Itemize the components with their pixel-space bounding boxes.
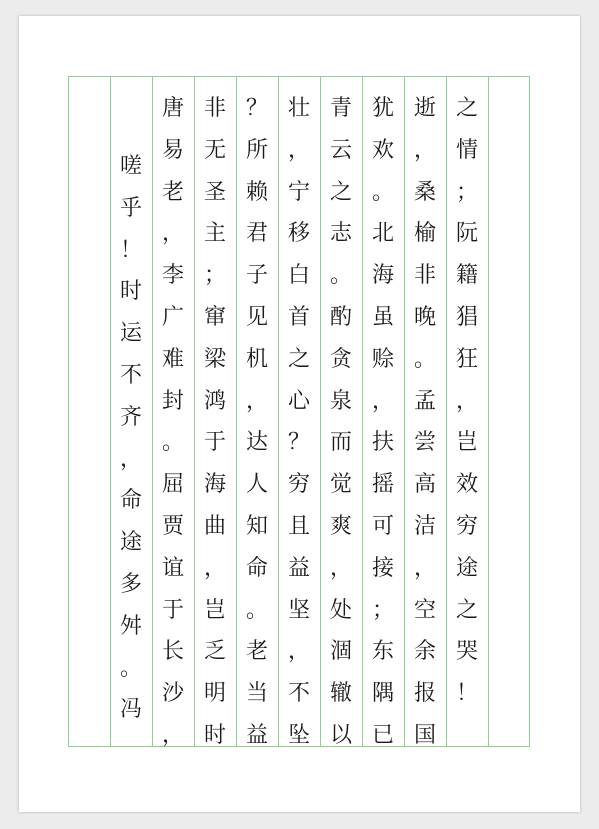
- character: 时: [203, 722, 226, 748]
- character: 时: [119, 279, 142, 305]
- character: ，: [329, 555, 352, 581]
- character: 广: [161, 304, 184, 330]
- character: 命: [245, 555, 268, 581]
- character: 。: [161, 430, 184, 456]
- character: 移: [287, 221, 310, 247]
- character: 命: [119, 488, 142, 514]
- character: 达: [245, 430, 268, 456]
- character: ！: [119, 237, 142, 263]
- text-column: [320, 88, 362, 757]
- character: 。: [245, 597, 268, 623]
- character: 青: [329, 96, 352, 121]
- character: 海: [203, 472, 226, 498]
- character: 尝: [413, 430, 436, 456]
- character: 当: [245, 681, 268, 707]
- character: 欢: [371, 137, 394, 163]
- character: ？: [287, 430, 310, 456]
- character: 贾: [161, 513, 184, 539]
- grid-line: [488, 76, 489, 747]
- character: ，: [413, 137, 436, 163]
- character: 之: [287, 346, 310, 372]
- character: 。: [329, 263, 352, 289]
- character: 李: [161, 263, 184, 289]
- character: ，: [287, 137, 310, 163]
- character: 海: [371, 263, 394, 289]
- character: 运: [119, 321, 142, 347]
- character: ；: [203, 263, 226, 289]
- character: 沙: [161, 681, 184, 707]
- character: 已: [371, 722, 394, 748]
- character: 见: [245, 304, 268, 330]
- character: 逝: [413, 96, 436, 121]
- character: 岂: [203, 597, 226, 623]
- character: 封: [161, 388, 184, 414]
- character: 籍: [455, 263, 478, 289]
- character: 屈: [161, 472, 184, 498]
- text-column: [278, 88, 320, 757]
- character: 不: [287, 681, 310, 707]
- character: 高: [413, 472, 436, 498]
- character: 泉: [329, 388, 352, 414]
- character: 穷: [287, 472, 310, 498]
- character: 无: [203, 137, 226, 163]
- character: 赖: [245, 179, 268, 205]
- character: 赊: [371, 346, 394, 372]
- character: ！: [455, 681, 478, 707]
- character: 可: [371, 513, 394, 539]
- character: 知: [245, 513, 268, 539]
- character: 鸿: [203, 388, 226, 414]
- character: 北: [371, 221, 394, 247]
- character: 机: [245, 346, 268, 372]
- character: 老: [245, 639, 268, 665]
- character: 所: [245, 137, 268, 163]
- character: 老: [161, 179, 184, 205]
- character: 效: [455, 472, 478, 498]
- character: 难: [161, 346, 184, 372]
- character: 之: [329, 179, 352, 205]
- character: 谊: [161, 555, 184, 581]
- character: ，: [161, 221, 184, 247]
- character: 岂: [455, 430, 478, 456]
- character: 贪: [329, 346, 352, 372]
- character: 首: [287, 304, 310, 330]
- character: 非: [203, 96, 226, 121]
- character: ，: [203, 555, 226, 581]
- character: ，: [371, 388, 394, 414]
- character: ；: [455, 179, 478, 205]
- character: 情: [455, 137, 478, 163]
- text-column: [446, 88, 488, 715]
- character: 嗟: [119, 154, 142, 179]
- character: 齐: [119, 404, 142, 430]
- character: 益: [287, 555, 310, 581]
- character: 子: [245, 263, 268, 289]
- character: 于: [161, 597, 184, 623]
- character: 隅: [371, 681, 394, 707]
- character: 报: [413, 681, 436, 707]
- character: 舛: [119, 613, 142, 639]
- character: ，: [119, 446, 142, 472]
- character: 孟: [413, 388, 436, 414]
- character: 云: [329, 137, 352, 163]
- text-column: [362, 88, 404, 757]
- character: 爽: [329, 513, 352, 539]
- character: 。: [413, 346, 436, 372]
- character: 虽: [371, 304, 394, 330]
- character: ；: [371, 597, 394, 623]
- character: 晚: [413, 304, 436, 330]
- character: ，: [413, 555, 436, 581]
- character: ，: [245, 388, 268, 414]
- character: 梁: [203, 346, 226, 372]
- character: 。: [371, 179, 394, 205]
- character: 窜: [203, 304, 226, 330]
- character: 宁: [287, 179, 310, 205]
- character: 壮: [287, 96, 310, 121]
- character: 余: [413, 639, 436, 665]
- character: 非: [413, 263, 436, 289]
- character: 以: [329, 722, 352, 748]
- character: 扶: [371, 430, 394, 456]
- text-column: [110, 146, 152, 731]
- character: 觉: [329, 472, 352, 498]
- character: 唐: [161, 96, 184, 121]
- character: 酌: [329, 304, 352, 330]
- character: 哭: [455, 639, 478, 665]
- character: 心: [287, 388, 310, 414]
- character: 主: [203, 221, 226, 247]
- character: 人: [245, 472, 268, 498]
- character: 途: [455, 555, 478, 581]
- character: 且: [287, 513, 310, 539]
- character: 长: [161, 639, 184, 665]
- character: 白: [287, 263, 310, 289]
- character: 冯: [119, 697, 142, 723]
- character: 东: [371, 639, 394, 665]
- character: 而: [329, 430, 352, 456]
- character: ，: [287, 639, 310, 665]
- character: 桑: [413, 179, 436, 205]
- character: 接: [371, 555, 394, 581]
- character: 君: [245, 221, 268, 247]
- text-column: [236, 88, 278, 757]
- text-column: [404, 88, 446, 757]
- character: 摇: [371, 472, 394, 498]
- character: 阮: [455, 221, 478, 247]
- character: 处: [329, 597, 352, 623]
- character: 洁: [413, 513, 436, 539]
- character: 之: [455, 597, 478, 623]
- character: ，: [161, 722, 184, 748]
- character: 狂: [455, 346, 478, 372]
- text-column: [194, 88, 236, 757]
- character: 猖: [455, 304, 478, 330]
- character: 涸: [329, 639, 352, 665]
- character: 易: [161, 137, 184, 163]
- character: 圣: [203, 179, 226, 205]
- character: 坚: [287, 597, 310, 623]
- character: 曲: [203, 513, 226, 539]
- character: 多: [119, 571, 142, 597]
- character: 榆: [413, 221, 436, 247]
- character: 国: [413, 722, 436, 748]
- text-column: [152, 88, 194, 757]
- character: 空: [413, 597, 436, 623]
- character: 犹: [371, 96, 394, 121]
- character: 。: [119, 655, 142, 681]
- character: 辙: [329, 681, 352, 707]
- character: 于: [203, 430, 226, 456]
- character: 益: [245, 722, 268, 748]
- character: 志: [329, 221, 352, 247]
- character: 之: [455, 96, 478, 121]
- character: 不: [119, 362, 142, 388]
- character: 坠: [287, 722, 310, 748]
- character: ？: [245, 96, 268, 121]
- character: ，: [455, 388, 478, 414]
- character: 穷: [455, 513, 478, 539]
- character: 明: [203, 681, 226, 707]
- character: 乏: [203, 639, 226, 665]
- character: 乎: [119, 195, 142, 221]
- character: 途: [119, 530, 142, 556]
